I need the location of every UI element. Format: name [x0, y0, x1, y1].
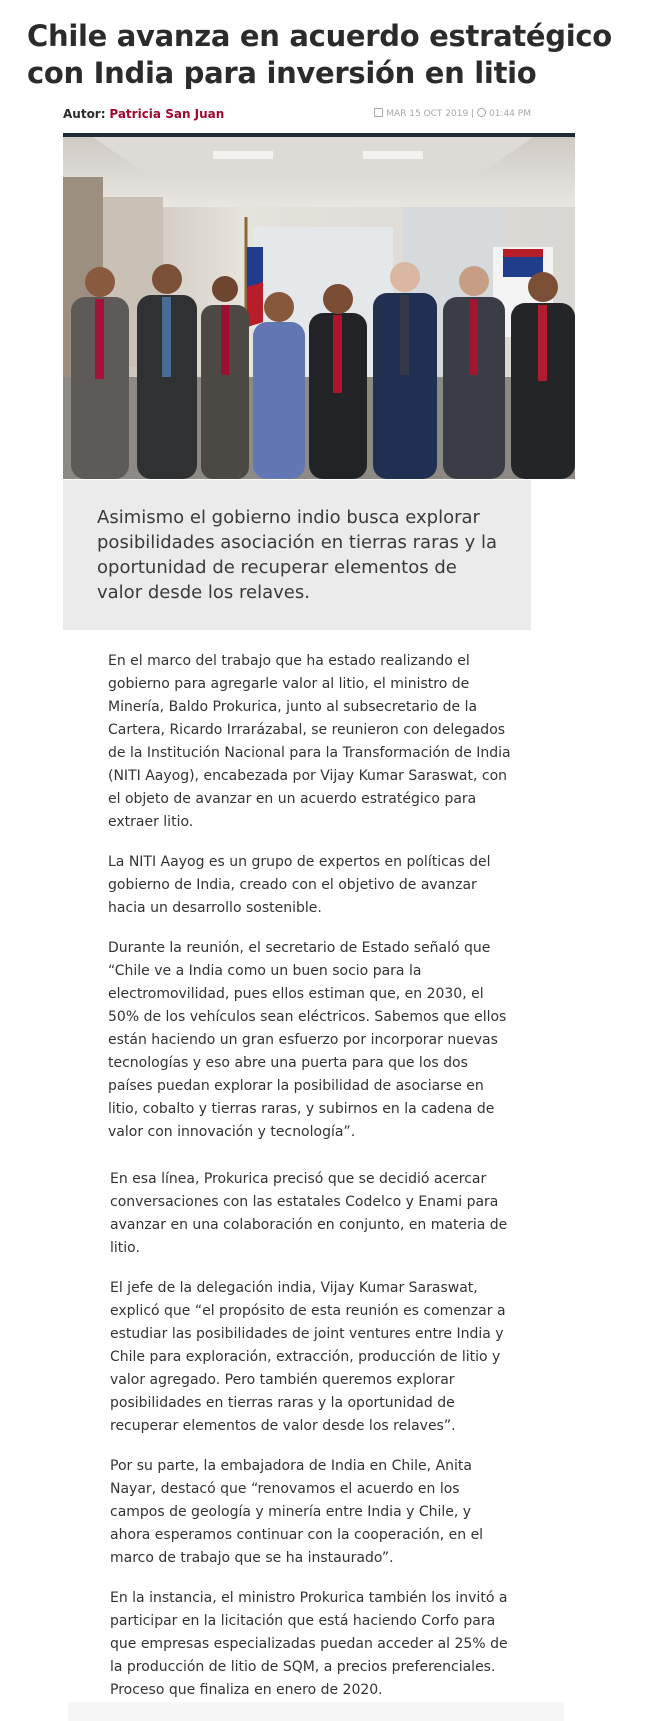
paragraph-4: En esa línea, Prokurica precisó que se decidió acercar conversaciones con las estatales Codelco y Enami para avanzar en una colaboración en conjunto, en materia de litio. — [110, 1171, 508, 1256]
publish-date: MAR 15 OCT 2019 — [386, 109, 469, 119]
footer-strip — [68, 1702, 564, 1721]
dateline — [374, 108, 531, 119]
paragraph-5: El jefe de la delegación india, Vijay Kumar Saraswat, explicó que “el propósito de esta reunión es comenzar a estudiar las posibilidades de joint ventures entre India y Chile para exploración, extracción, producción de litio y valor agregado. Pero también queremos explorar posibilidades en tierras raras y la oportunidad de recuperar elementos de valor desde los relaves”. — [110, 1280, 506, 1434]
group-photo-illustration — [63, 137, 575, 479]
article-body — [108, 650, 513, 1719]
author-link[interactable]: Patricia San Juan — [109, 107, 225, 121]
calendar-icon — [374, 108, 383, 117]
author-label: Autor: — [63, 107, 106, 121]
paragraph-1: En el marco del trabajo que ha estado realizando el gobierno para agregarle valor al litio, el ministro de Minería, Baldo Prokurica, junto al subsecretario de la Cartera, Ricardo Irrarázabal, se reunieron con delegados de la Institución Nacional para la Transformación de India (NITI Aayog), encabezada por Vijay Kumar Saraswat, con el objeto de avanzar en un acuerdo estratégico para extraer litio. — [108, 653, 511, 830]
pullquote-box — [63, 480, 531, 630]
article-pullquote: Asimismo el gobierno indio busca explorar posibilidades asociación en tierras raras y la oportunidad de recuperar elementos de valor desde los relaves. — [97, 507, 498, 603]
paragraph-2: La NITI Aayog es un grupo de expertos en políticas del gobierno de India, creado con el objetivo de avanzar hacia un desarrollo sostenible. — [108, 854, 491, 916]
article-title: Chile avanza en acuerdo estratégico con India para inversión en litio — [27, 19, 612, 90]
paragraph-6: Por su parte, la embajadora de India en Chile, Anita Nayar, destacó que “renovamos el acuerdo en los campos de geología y minería entre India y Chile, y ahora esperamos continuar con la cooperación, en el marco de trabajo que se ha instaurado”. — [110, 1458, 484, 1566]
article-photo — [63, 137, 575, 479]
date-separator: | — [471, 109, 475, 119]
article-meta — [63, 107, 531, 127]
clock-icon — [477, 108, 486, 117]
publish-time: 01:44 PM — [489, 109, 531, 119]
paragraph-3: Durante la reunión, el secretario de Estado señaló que “Chile ve a India como un buen socio para la electromovilidad, pues ellos estiman que, en 2030, el 50% de los vehículos sean eléctricos. Sabemos que ellos están haciendo un gran esfuerzo por incorporar nuevas tecnologías y eso abre una puerta para que los dos países puedan explorar la posibilidad de asociarse en litio, cobalto y tierras raras, y subirnos en la cadena de valor con innovación y tecnología”. — [108, 940, 507, 1140]
paragraph-7: En la instancia, el ministro Prokurica también los invitó a participar en la licitación que está haciendo Corfo para que empresas especializadas puedan acceder al 25% de la producción de litio de SQM, a precios preferenciales. Proceso que finaliza en enero de 2020. — [110, 1590, 508, 1698]
